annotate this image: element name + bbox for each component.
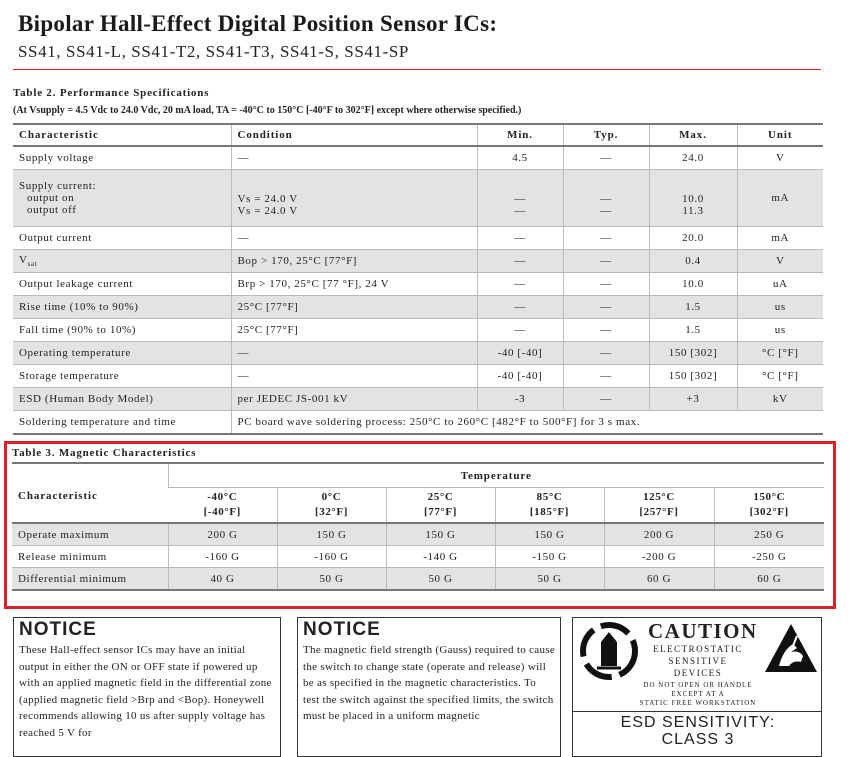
magnetic-characteristics-table xyxy=(12,462,824,591)
table-cell: Bop > 170, 25°C [77°F] xyxy=(231,250,477,273)
table-cell: -140 G xyxy=(386,546,495,568)
table-cell: °C [°F] xyxy=(737,365,823,388)
column-header: Characteristic xyxy=(12,463,168,523)
table-cell: kV xyxy=(737,388,823,411)
table-cell: 60 G xyxy=(714,568,824,591)
notice-text: The magnetic field strength (Gauss) required to cause the switch to change state (operate and release) will be as specified in the magnetic characteristics. To test the switch against the specified limits, the switch must be placed in a uniform magnetic xyxy=(303,644,556,722)
temperature-header xyxy=(604,488,714,524)
notice-text: These Hall-effect sensor ICs may have an initial output in either the ON or OFF state if powered up with an applied magnetic field in the differential zone (applied magnetic field >Brp and <Bop). Honeywell recommends allowing 10 us after supply voltage has reached 5 V for xyxy=(19,644,272,739)
caution-small-line: DO NOT OPEN OR HANDLE xyxy=(643,681,753,689)
table-header-row xyxy=(12,463,824,488)
esd-warning-hand-icon xyxy=(763,622,819,676)
temperature-header xyxy=(714,488,824,524)
table-cell: — xyxy=(563,296,649,319)
table-cell xyxy=(13,170,231,227)
performance-specifications-table xyxy=(13,123,823,435)
table-cell: 25°C [77°F] xyxy=(231,319,477,342)
cell-line: Vs = 24.0 V xyxy=(237,193,298,205)
table3-caption: Table 3. Magnetic Characteristics xyxy=(12,447,197,459)
temp-c: 85°C xyxy=(536,491,563,503)
table-cell: per JEDEC JS-001 kV xyxy=(231,388,477,411)
table-cell: 50 G xyxy=(495,568,604,591)
table-cell: Output leakage current xyxy=(13,273,231,296)
table-cell: 150 [302] xyxy=(649,342,737,365)
vsat-symbol: V xyxy=(19,253,28,266)
table-cell: V xyxy=(737,146,823,170)
table-cell: — xyxy=(563,388,649,411)
table-cell: mA xyxy=(737,170,823,227)
cell-line: — xyxy=(514,193,526,205)
table-cell xyxy=(13,250,231,273)
table-cell: 50 G xyxy=(386,568,495,591)
table-cell: uA xyxy=(737,273,823,296)
table-cell: — xyxy=(231,342,477,365)
esd-caution-box xyxy=(572,617,822,757)
caution-handling-note xyxy=(613,681,783,708)
table-cell: V xyxy=(737,250,823,273)
table-row xyxy=(13,365,823,388)
table-cell: 1.5 xyxy=(649,319,737,342)
table-cell: 150 [302] xyxy=(649,365,737,388)
table-cell: Rise time (10% to 90%) xyxy=(13,296,231,319)
table-cell: 0.4 xyxy=(649,250,737,273)
column-header: Characteristic xyxy=(13,124,231,146)
table-cell: 4.5 xyxy=(477,146,563,170)
temp-c: -40°C xyxy=(207,491,238,503)
title-rule xyxy=(13,69,821,70)
table-cell: Soldering temperature and time xyxy=(13,411,231,435)
table-cell: Operate maximum xyxy=(12,523,168,546)
table-row xyxy=(13,296,823,319)
cell-line: 10.0 xyxy=(682,193,704,205)
table-cell: — xyxy=(563,365,649,388)
column-header: Temperature xyxy=(168,463,824,488)
table-cell: 250 G xyxy=(714,523,824,546)
temperature-header xyxy=(495,488,604,524)
table-cell: °C [°F] xyxy=(737,342,823,365)
table-header-row xyxy=(13,124,823,146)
caution-line: DEVICES xyxy=(673,668,723,678)
cell-line: 11.3 xyxy=(682,205,704,217)
notice-title: NOTICE xyxy=(19,619,97,640)
table-row xyxy=(13,227,823,250)
table-cell: 150 G xyxy=(495,523,604,546)
column-header: Unit xyxy=(737,124,823,146)
table-cell: 40 G xyxy=(168,568,277,591)
table-cell xyxy=(649,170,737,227)
temp-f: [185°F] xyxy=(529,506,570,518)
cell-line: Vs = 24.0 V xyxy=(237,205,298,217)
table-cell: — xyxy=(563,227,649,250)
table-cell: 150 G xyxy=(277,523,386,546)
caution-subtitle xyxy=(633,643,763,679)
table-cell: — xyxy=(231,146,477,170)
temperature-header xyxy=(386,488,495,524)
temp-f: [32°F] xyxy=(314,506,349,518)
temp-c: 25°C xyxy=(427,491,454,503)
table-cell: — xyxy=(231,365,477,388)
notice-title: NOTICE xyxy=(303,619,381,640)
cell-line: — xyxy=(514,205,526,217)
cell-line: — xyxy=(600,193,612,205)
column-header: Min. xyxy=(477,124,563,146)
temp-f: [-40°F] xyxy=(203,506,241,518)
document-title: Bipolar Hall-Effect Digital Position Sensor ICs: xyxy=(18,11,498,36)
table-cell: Release minimum xyxy=(12,546,168,568)
temp-f: [302°F] xyxy=(749,506,789,518)
table-cell: 1.5 xyxy=(649,296,737,319)
table-cell: — xyxy=(563,273,649,296)
table-cell xyxy=(563,170,649,227)
table-cell: Brp > 170, 25°C [77 °F], 24 V xyxy=(231,273,477,296)
table-cell: 60 G xyxy=(604,568,714,591)
caution-small-line: EXCEPT AT A xyxy=(671,690,725,698)
table2-conditions: (At Vsupply = 4.5 Vdc to 24.0 Vdc, 20 mA load, TA = -40°C to 150°C [-40°F to 302°F] except where otherwise specified.) xyxy=(13,105,522,116)
esd-sensitivity-label: ESD SENSITIVITY: xyxy=(620,714,776,731)
table-cell: — xyxy=(563,250,649,273)
table-cell: — xyxy=(563,146,649,170)
column-header: Typ. xyxy=(563,124,649,146)
temp-c: 150°C xyxy=(753,491,786,503)
cell-line: output on xyxy=(27,192,75,204)
table-cell: Operating temperature xyxy=(13,342,231,365)
document-subtitle: SS41, SS41-L, SS41-T2, SS41-T3, SS41-S, SS41-SP xyxy=(18,42,409,61)
cell-line: output off xyxy=(27,204,77,216)
esd-symbol-icon xyxy=(579,622,641,680)
table-cell: 150 G xyxy=(386,523,495,546)
table-cell: — xyxy=(563,319,649,342)
esd-sensitivity xyxy=(573,714,822,748)
table-row xyxy=(12,546,824,568)
caution-line: SENSITIVE xyxy=(668,656,728,666)
table-row xyxy=(13,273,823,296)
table-cell: Output current xyxy=(13,227,231,250)
notice-power-up xyxy=(13,617,281,757)
table-cell: us xyxy=(737,296,823,319)
table-cell: -3 xyxy=(477,388,563,411)
table-cell: — xyxy=(477,227,563,250)
caution-line: ELECTROSTATIC xyxy=(653,644,743,654)
table-cell: — xyxy=(477,250,563,273)
table-row xyxy=(12,523,824,546)
table-cell: 10.0 xyxy=(649,273,737,296)
table-cell: PC board wave soldering process: 250°C to 260°C [482°F to 500°F] for 3 s max. xyxy=(231,411,823,435)
caution-title: CAUTION xyxy=(648,619,758,643)
table-cell: -250 G xyxy=(714,546,824,568)
caution-divider xyxy=(573,711,822,712)
table-row xyxy=(13,170,823,227)
table-cell: — xyxy=(231,227,477,250)
table-row xyxy=(13,146,823,170)
vsat-subscript: sat xyxy=(27,260,38,269)
table-cell: 200 G xyxy=(168,523,277,546)
table-cell: 24.0 xyxy=(649,146,737,170)
table-cell: — xyxy=(477,319,563,342)
table-cell: +3 xyxy=(649,388,737,411)
temp-c: 0°C xyxy=(321,491,342,503)
table2-caption: Table 2. Performance Specifications xyxy=(13,87,210,99)
table-cell: -160 G xyxy=(277,546,386,568)
table-cell: Differential minimum xyxy=(12,568,168,591)
table-cell: Storage temperature xyxy=(13,365,231,388)
table-cell: us xyxy=(737,319,823,342)
temperature-header xyxy=(168,488,277,524)
notice-magnetic-field xyxy=(297,617,561,757)
caution-small-line: STATIC FREE WORKSTATION xyxy=(639,699,757,707)
table-row xyxy=(13,342,823,365)
table-cell: -160 G xyxy=(168,546,277,568)
temperature-header xyxy=(277,488,386,524)
table-row xyxy=(12,568,824,591)
esd-sensitivity-class: CLASS 3 xyxy=(661,731,735,748)
temp-c: 125°C xyxy=(643,491,675,503)
table-cell: Fall time (90% to 10%) xyxy=(13,319,231,342)
table-cell xyxy=(477,170,563,227)
table-cell: 200 G xyxy=(604,523,714,546)
cell-line: — xyxy=(600,205,612,217)
table-cell: -150 G xyxy=(495,546,604,568)
column-header: Condition xyxy=(231,124,477,146)
table-cell: -40 [-40] xyxy=(477,365,563,388)
table-cell: ESD (Human Body Model) xyxy=(13,388,231,411)
table-cell: mA xyxy=(737,227,823,250)
table-row xyxy=(13,319,823,342)
table-cell: 20.0 xyxy=(649,227,737,250)
cell-line: Supply current: xyxy=(19,180,97,192)
temp-f: [257°F] xyxy=(639,506,679,518)
table-row xyxy=(13,411,823,435)
table-cell: — xyxy=(477,296,563,319)
table-row xyxy=(13,388,823,411)
column-header: Max. xyxy=(649,124,737,146)
table-cell: 50 G xyxy=(277,568,386,591)
table-cell: — xyxy=(563,342,649,365)
table-cell xyxy=(231,170,477,227)
table-cell: — xyxy=(477,273,563,296)
table-cell: 25°C [77°F] xyxy=(231,296,477,319)
table-row xyxy=(13,250,823,273)
table-cell: -40 [-40] xyxy=(477,342,563,365)
table-cell: Supply voltage xyxy=(13,146,231,170)
table-cell: -200 G xyxy=(604,546,714,568)
temp-f: [77°F] xyxy=(423,506,458,518)
